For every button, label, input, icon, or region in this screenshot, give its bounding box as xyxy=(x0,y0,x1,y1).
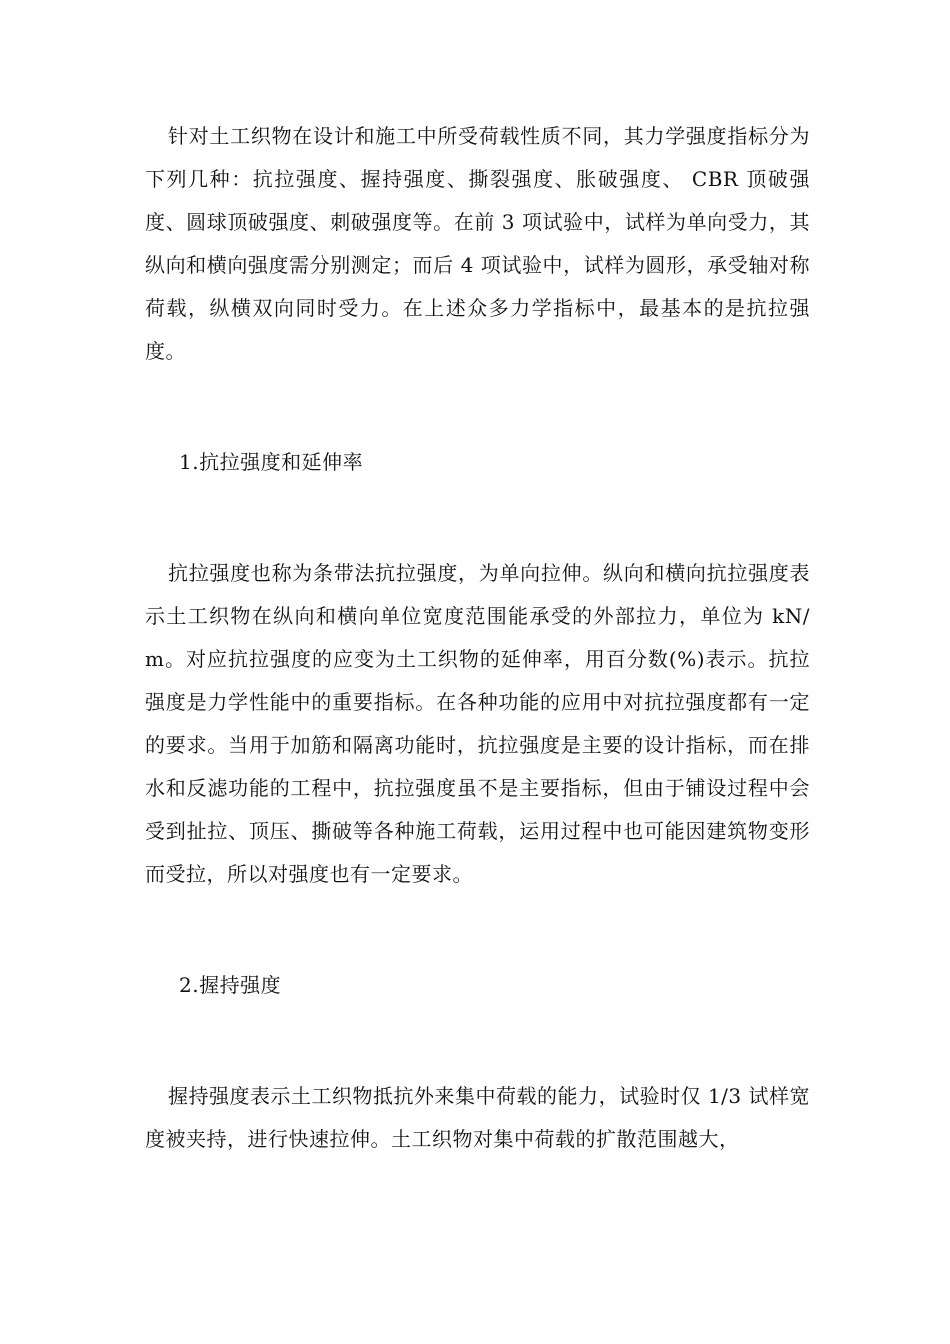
spacer xyxy=(145,484,810,552)
section-heading-2: 2.握持强度 xyxy=(179,973,282,997)
spacer xyxy=(145,373,810,441)
section-heading-1: 1.抗拉强度和延伸率 xyxy=(179,450,364,474)
spacer xyxy=(145,896,810,964)
document-body xyxy=(145,115,810,1161)
paragraph-grab-strength: 握持强度表示土工织物抵抗外来集中荷载的能力，试验时仅 1/3 试样宽度被夹持，进行快速拉伸。土工织物对集中荷载的扩散范围越大， xyxy=(145,1084,810,1151)
spacer xyxy=(145,1007,810,1075)
paragraph-intro: 针对土工织物在设计和施工中所受荷载性质不同，其力学强度指标分为下列几种：抗拉强度、握持强度、撕裂强度、胀破强度、 CBR 顶破强度、圆球顶破强度、刺破强度等。在前 3 项试验中，试样为单向受力，其纵向和横向强度需分别测定；而后 4 项试验中，试样为圆形，承受轴对称荷载，纵横双向同时受力。在上述众多力学指标中，最基本的是抗拉强度。 xyxy=(145,124,810,363)
paragraph-tensile-strength: 抗拉强度也称为条带法抗拉强度，为单向拉伸。纵向和横向抗拉强度表示土工织物在纵向和横向单位宽度范围能承受的外部拉力，单位为 kN/m。对应抗拉强度的应变为土工织物的延伸率，用百分数(%)表示。抗拉强度是力学性能中的重要指标。在各种功能的应用中对抗拉强度都有一定的要求。当用于加筋和隔离功能时，抗拉强度是主要的设计指标，而在排水和反滤功能的工程中，抗拉强度虽不是主要指标，但由于铺设过程中会受到扯拉、顶压、撕破等各种施工荷载，运用过程中也可能因建筑物变形而受拉，所以对强度也有一定要求。 xyxy=(145,561,810,886)
